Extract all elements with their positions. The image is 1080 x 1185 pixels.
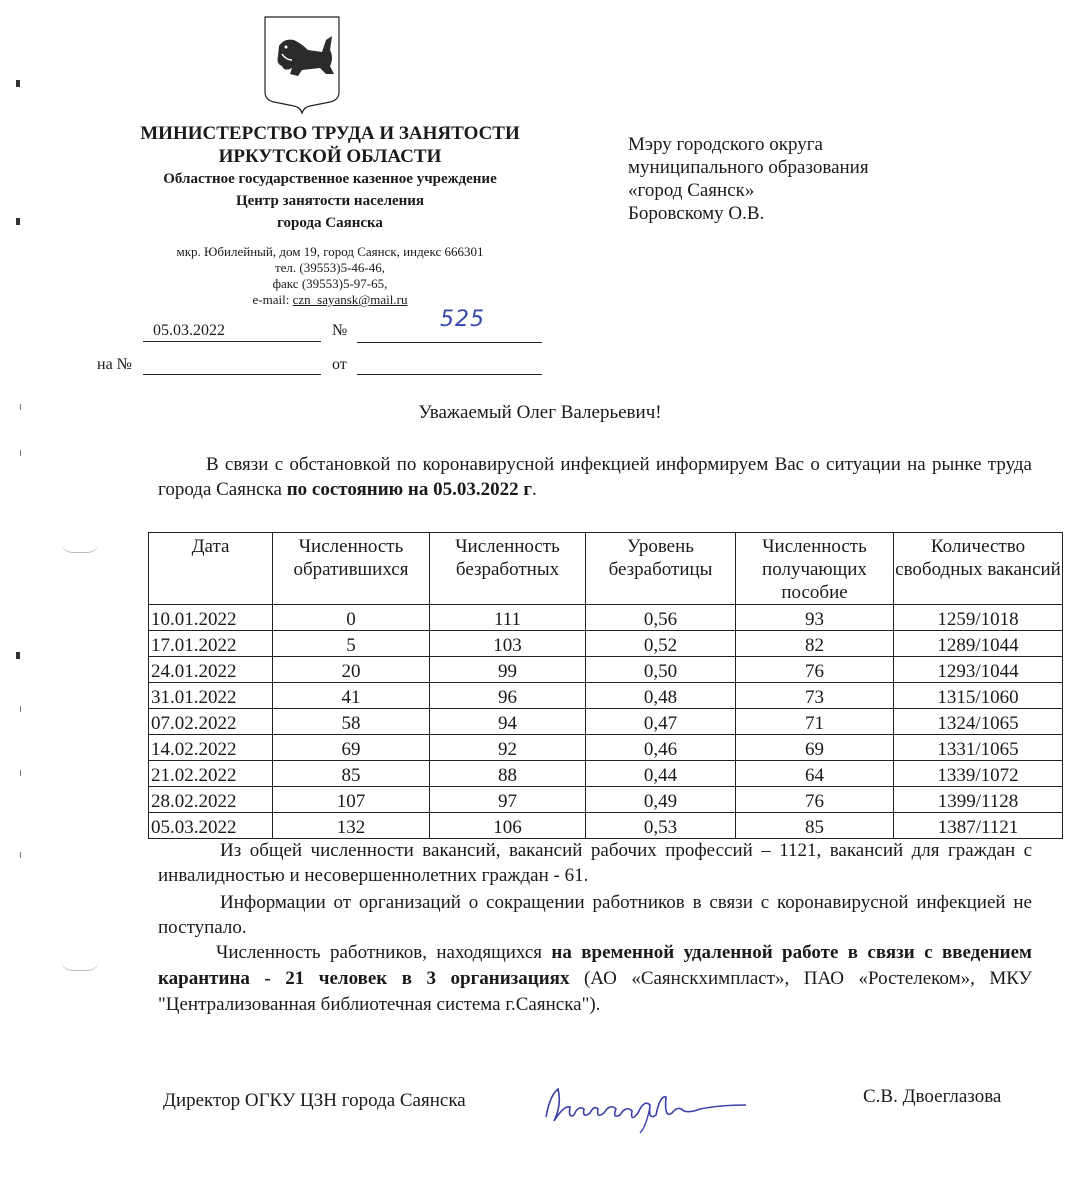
cell-vacancies: 1315/1060	[894, 683, 1063, 709]
remote-text: Численность работников, находящихся	[216, 942, 552, 963]
cell-unemployed: 99	[430, 657, 586, 683]
coat-of-arms-icon	[262, 14, 342, 114]
institution-city: города Саянска	[277, 215, 383, 231]
scan-mark	[20, 770, 21, 776]
cell-date: 10.01.2022	[149, 605, 273, 631]
cell-vacancies: 1331/1065	[894, 735, 1063, 761]
cell-date: 31.01.2022	[149, 683, 273, 709]
cell-applicants: 132	[273, 813, 430, 839]
layoffs-text: Информации от организаций о сокращении работников в связи с коронавирусной инфекцией не поступало.	[158, 892, 1032, 938]
header-unemployment-rate: Уровень безработицы	[586, 533, 736, 605]
table-row	[149, 787, 1063, 813]
cell-rate: 0,47	[586, 709, 736, 735]
cell-unemployed: 111	[430, 605, 586, 631]
cell-applicants: 41	[273, 683, 430, 709]
signatory-name: С.В. Двоеглазова	[863, 1086, 1002, 1107]
table-row	[149, 683, 1063, 709]
cell-benefits: 73	[736, 683, 894, 709]
scan-mark	[20, 852, 21, 858]
cell-rate: 0,46	[586, 735, 736, 761]
cell-date: 05.03.2022	[149, 813, 273, 839]
cell-unemployed: 94	[430, 709, 586, 735]
table-row	[149, 605, 1063, 631]
addressee-name: Боровскому О.В.	[628, 203, 765, 224]
header-unemployed: Численность безработных	[430, 533, 586, 605]
signatory-title: Директор ОГКУ ЦЗН города Саянска	[163, 1090, 466, 1111]
cell-rate: 0,50	[586, 657, 736, 683]
addressee-line: «город Саянск»	[628, 180, 755, 201]
table-row	[149, 761, 1063, 787]
table-row	[149, 657, 1063, 683]
cell-unemployed: 97	[430, 787, 586, 813]
ministry-region: ИРКУТСКОЙ ОБЛАСТИ	[218, 146, 442, 167]
cell-rate: 0,49	[586, 787, 736, 813]
cell-vacancies: 1339/1072	[894, 761, 1063, 787]
ministry-name: МИНИСТЕРСТВО ТРУДА И ЗАНЯТОСТИ	[140, 123, 520, 144]
outgoing-number: 525	[440, 307, 485, 332]
vacancies-paragraph	[158, 838, 1032, 888]
cell-rate: 0,52	[586, 631, 736, 657]
cell-vacancies: 1387/1121	[894, 813, 1063, 839]
vacancies-text: Из общей численности вакансий, вакансий рабочих профессий – 1121, вакансий для граждан с инвалидностью и несовершеннолетних граждан - 61.	[158, 840, 1032, 886]
scan-artifact	[60, 540, 100, 553]
cell-date: 28.02.2022	[149, 787, 273, 813]
cell-date: 24.01.2022	[149, 657, 273, 683]
cell-benefits: 76	[736, 657, 894, 683]
sender-address: мкр. Юбилейный, дом 19, город Саянск, индекс 666301	[176, 244, 484, 259]
cell-unemployed: 88	[430, 761, 586, 787]
sender-fax: факс (39553)5-97-65,	[272, 276, 388, 291]
cell-benefits: 64	[736, 761, 894, 787]
intro-text: В связи с обстановкой по коронавирусной инфекцией информируем Вас о ситуации на рынке труда города Саянска	[158, 454, 1032, 500]
cell-applicants: 5	[273, 631, 430, 657]
handwritten-signature-icon	[540, 1075, 750, 1135]
header-benefit-recipients: Численность получающих пособие	[736, 533, 894, 605]
sender-email-line	[100, 292, 560, 308]
scan-mark	[16, 652, 20, 659]
remote-bold: на временной удаленной работе в связи с введением карантина - 21 человек в 3 организациях	[158, 942, 1032, 989]
cell-benefits: 76	[736, 787, 894, 813]
cell-benefits: 82	[736, 631, 894, 657]
scan-mark	[16, 218, 20, 225]
sender-contacts	[100, 244, 560, 308]
addressee-line: Мэру городского округа	[628, 134, 823, 155]
number-label: №	[332, 322, 348, 339]
table-row	[149, 813, 1063, 839]
addressee-line: муниципального образования	[628, 157, 869, 178]
intro-bold: по состоянию на 05.03.2022 г	[286, 479, 533, 500]
cell-benefits: 93	[736, 605, 894, 631]
table-header-row	[149, 533, 1063, 605]
cell-date: 21.02.2022	[149, 761, 273, 787]
header-date: Дата	[149, 533, 273, 605]
addressee-block	[628, 133, 869, 225]
outgoing-date: 05.03.2022	[143, 322, 321, 342]
scan-artifact	[60, 958, 100, 971]
cell-rate: 0,48	[586, 683, 736, 709]
cell-applicants: 20	[273, 657, 430, 683]
scan-mark	[16, 80, 20, 87]
cell-rate: 0,56	[586, 605, 736, 631]
cell-rate: 0,44	[586, 761, 736, 787]
remote-orgs: (АО «Саянскхимпласт», ПАО «Ростелеком», МКУ "Централизованная библиотечная система г.Саянска").	[158, 968, 1032, 1015]
sender-phone: тел. (39553)5-46-46,	[274, 260, 385, 275]
cell-date: 17.01.2022	[149, 631, 273, 657]
cell-vacancies: 1289/1044	[894, 631, 1063, 657]
sender-organization	[100, 122, 560, 234]
cell-applicants: 0	[273, 605, 430, 631]
intro-paragraph	[158, 452, 1032, 502]
labor-market-table	[148, 532, 1063, 839]
cell-benefits: 71	[736, 709, 894, 735]
remote-work-paragraph	[158, 940, 1032, 1018]
header-vacancies: Количество свободных вакансий	[894, 533, 1063, 605]
cell-benefits: 85	[736, 813, 894, 839]
ref-number-label: на №	[97, 356, 132, 373]
table-row	[149, 735, 1063, 761]
email-label: e-mail:	[252, 292, 293, 307]
institution-name: Центр занятости населения	[235, 193, 425, 209]
scan-mark	[20, 450, 21, 456]
cell-vacancies: 1399/1128	[894, 787, 1063, 813]
cell-applicants: 85	[273, 761, 430, 787]
ref-number-line	[143, 354, 321, 375]
cell-unemployed: 96	[430, 683, 586, 709]
cell-unemployed: 106	[430, 813, 586, 839]
layoffs-paragraph	[158, 890, 1032, 940]
cell-date: 14.02.2022	[149, 735, 273, 761]
cell-benefits: 69	[736, 735, 894, 761]
cell-rate: 0,53	[586, 813, 736, 839]
greeting: Уважаемый Олег Валерьевич!	[418, 402, 662, 423]
cell-unemployed: 92	[430, 735, 586, 761]
intro-end: .	[532, 479, 537, 500]
cell-vacancies: 1259/1018	[894, 605, 1063, 631]
table-row	[149, 631, 1063, 657]
cell-applicants: 107	[273, 787, 430, 813]
from-date-line	[357, 354, 542, 375]
cell-vacancies: 1293/1044	[894, 657, 1063, 683]
email-link[interactable]: czn_sayansk@mail.ru	[292, 292, 408, 307]
cell-applicants: 58	[273, 709, 430, 735]
cell-vacancies: 1324/1065	[894, 709, 1063, 735]
cell-applicants: 69	[273, 735, 430, 761]
header-applicants: Численность обратившихся	[273, 533, 430, 605]
cell-date: 07.02.2022	[149, 709, 273, 735]
cell-unemployed: 103	[430, 631, 586, 657]
from-label: от	[332, 356, 347, 373]
table-row	[149, 709, 1063, 735]
scan-mark	[20, 706, 21, 712]
institution-type: Областное государственное казенное учреждение	[163, 171, 497, 187]
